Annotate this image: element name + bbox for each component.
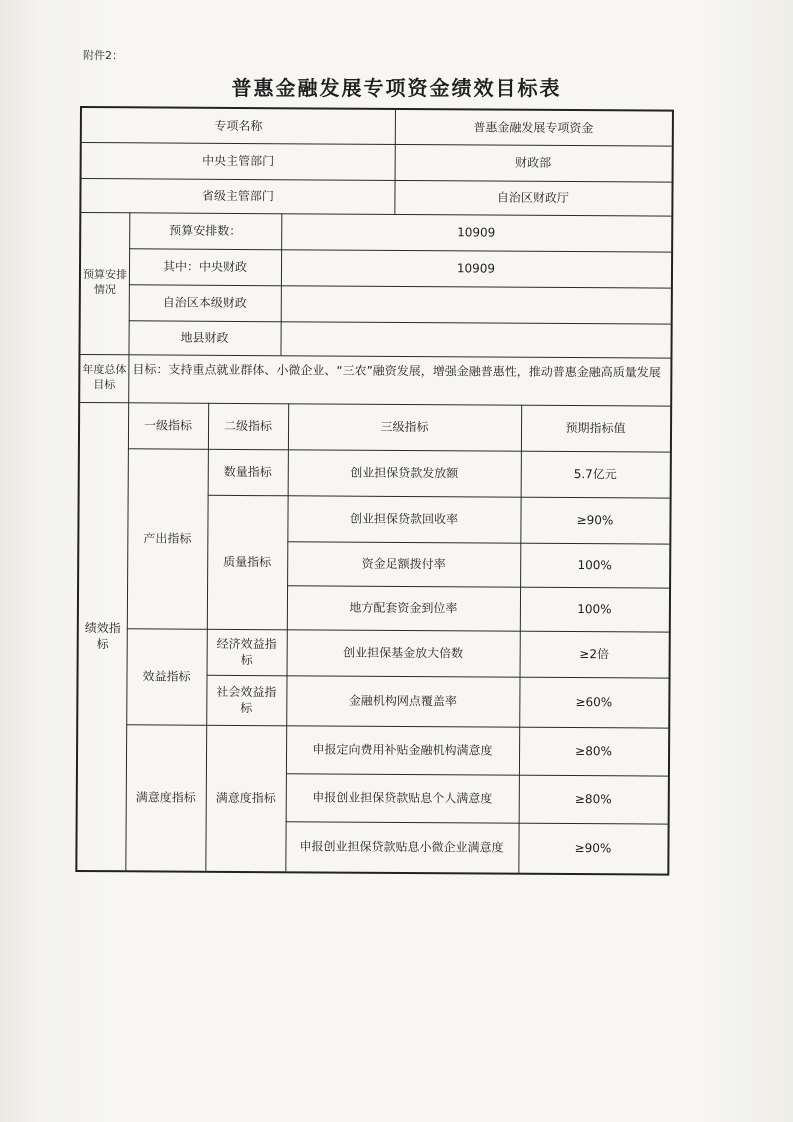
indicator-4-value: 100% bbox=[577, 601, 612, 617]
budget-total-value: 10909 bbox=[457, 225, 496, 240]
budget-county-label: 地县财政 bbox=[180, 330, 229, 345]
indicator-4: 地方配套资金到位率 bbox=[349, 600, 458, 616]
indicator-1: 创业担保贷款发放额 bbox=[350, 465, 459, 481]
budget-total-label: 预算安排数： bbox=[169, 223, 242, 238]
central-department-value: 财政部 bbox=[515, 155, 552, 170]
indicator-3-value: 100% bbox=[577, 557, 612, 573]
annual-goal-label: 年度总体目标 bbox=[82, 363, 127, 392]
indicator-9: 申报创业担保贷款贴息小微企业满意度 bbox=[299, 839, 504, 855]
level1-satisfaction: 满意度指标 bbox=[135, 790, 196, 805]
level1-output: 产出指标 bbox=[143, 531, 192, 546]
budget-region-value bbox=[281, 285, 671, 323]
provincial-department-value: 自治区财政厅 bbox=[496, 190, 569, 205]
header-target: 预期指标值 bbox=[565, 420, 626, 436]
indicator-8: 申报创业担保贷款贴息个人满意度 bbox=[312, 790, 493, 806]
grid-line bbox=[128, 354, 130, 402]
central-department-label: 中央主管部门 bbox=[202, 153, 275, 169]
indicator-7: 申报定向费用补贴金融机构满意度 bbox=[312, 742, 493, 758]
header-level2: 二级指标 bbox=[223, 418, 273, 434]
annual-goal-text: 目标：支持重点就业群体、小微企业、“三农”融资发展，增强金融普惠性，推动普惠金融高质量发展 bbox=[132, 362, 661, 380]
budget-region-label: 自治区本级财政 bbox=[162, 295, 247, 310]
level1-benefit: 效益指标 bbox=[142, 669, 191, 684]
performance-target-table bbox=[75, 106, 674, 876]
attachment-label: 附件2： bbox=[83, 49, 123, 62]
indicator-7-value: ≥80% bbox=[575, 743, 612, 759]
indicator-5-value: ≥2倍 bbox=[579, 646, 610, 662]
level2-economic: 经济效益指标 bbox=[216, 636, 277, 668]
indicator-6: 金融机构网点覆盖率 bbox=[348, 693, 457, 709]
header-level1: 一级指标 bbox=[143, 418, 193, 433]
indicator-5: 创业担保基金放大倍数 bbox=[343, 645, 464, 661]
project-name-value: 普惠金融发展专项资金 bbox=[473, 120, 594, 136]
indicator-6-value: ≥60% bbox=[575, 694, 613, 710]
budget-county-value bbox=[280, 321, 670, 357]
level2-social: 社会效益指标 bbox=[216, 684, 277, 716]
budget-central-label: 其中：中央财政 bbox=[162, 259, 248, 274]
level2-satisfaction: 满意度指标 bbox=[215, 790, 276, 806]
project-name-label: 专项名称 bbox=[214, 118, 263, 134]
page-title: 普惠金融发展专项资金绩效目标表 bbox=[231, 76, 562, 100]
indicator-2: 创业担保贷款回收率 bbox=[349, 511, 459, 527]
budget-section-label: 预算安排情况 bbox=[82, 268, 128, 297]
provincial-department-label: 省级主管部门 bbox=[201, 188, 274, 204]
indicator-8-value: ≥80% bbox=[574, 791, 612, 807]
level2-quality: 质量指标 bbox=[223, 554, 272, 570]
indicator-3: 资金足额拨付率 bbox=[361, 556, 446, 572]
indicator-2-value: ≥90% bbox=[576, 512, 614, 528]
budget-central-value: 10909 bbox=[456, 261, 496, 276]
indicator-9-value: ≥90% bbox=[574, 840, 612, 856]
header-level3: 三级指标 bbox=[380, 419, 429, 435]
performance-section-label: 绩效指标 bbox=[84, 620, 121, 652]
level2-quantity: 数量指标 bbox=[223, 464, 272, 480]
indicator-1-value: 5.7亿元 bbox=[573, 466, 617, 482]
